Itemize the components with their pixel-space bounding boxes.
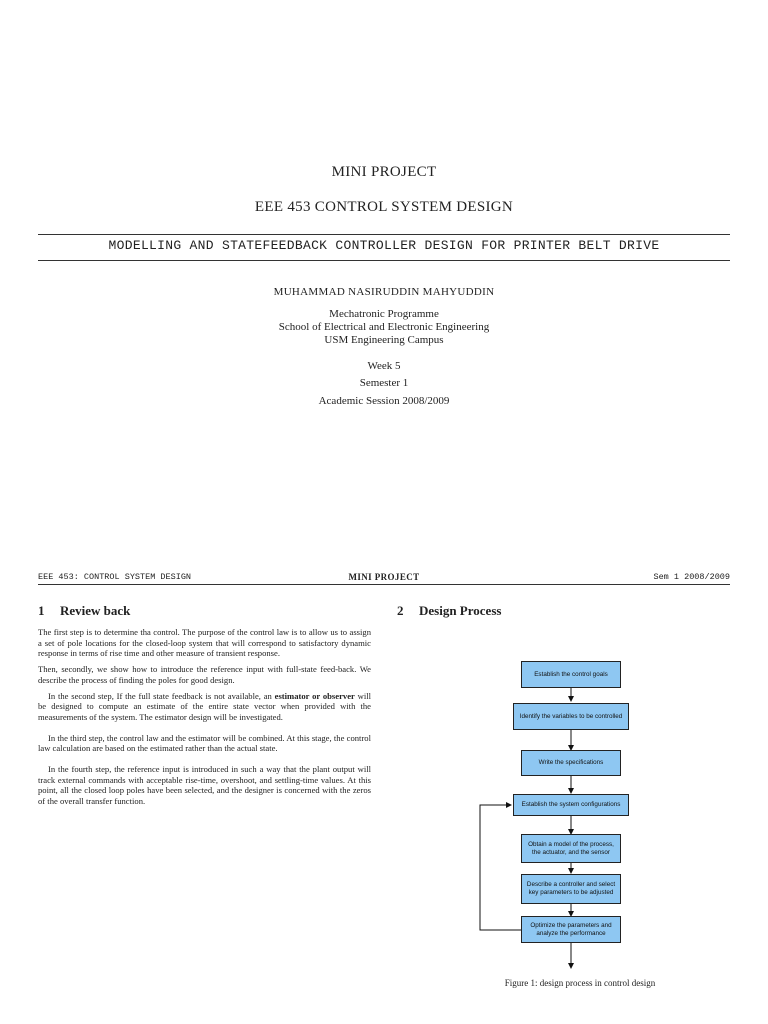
cover-title: MINI PROJECT: [331, 164, 437, 180]
feedback-loop-arrow: [480, 805, 522, 930]
flow-step-3: Write the specifications: [521, 750, 621, 776]
paragraph: Then, secondly, we show how to introduce the reference input with full-state feed-back. We describe the process of finding the poles for good design.: [38, 664, 371, 685]
author-name: MUHAMMAD NASIRUDDIN MAHYUDDIN: [273, 286, 495, 298]
flow-step-5: Obtain a model of the process, the actuator, and the sensor: [521, 834, 621, 863]
header-semester: Sem 1 2008/2009: [653, 572, 730, 582]
affiliation-campus: USM Engineering Campus: [324, 334, 444, 346]
section-title: Review back: [60, 603, 131, 618]
section-number: 2: [397, 603, 404, 618]
course-title: EEE 453 CONTROL SYSTEM DESIGN: [254, 199, 514, 215]
bold-term: estimator or observer: [274, 690, 355, 701]
week-label: Week 5: [367, 360, 401, 372]
section-body-review: [38, 627, 371, 812]
section-title: Design Process: [419, 603, 502, 618]
flow-step-6: Describe a controller and select key parameters to be adjusted: [521, 874, 621, 904]
affiliation-programme: Mechatronic Programme: [329, 308, 439, 320]
section-heading-design-process: [397, 603, 501, 619]
flow-step-1: Establish the control goals: [521, 661, 621, 688]
paragraph: The first step is to determine tha control. The purpose of the control law is to allow us to assign a set of pole locations for the closed-loop system that will correspond to satisfactory dynamic response in terms of rise time and other measure of transient response.: [38, 627, 371, 659]
session-label: Academic Session 2008/2009: [318, 395, 450, 407]
figure-caption: Figure 1: design process in control design: [504, 978, 656, 988]
section-number: 1: [38, 603, 45, 618]
paragraph: In the third step, the control law and the estimator will be combined. At this stage, the control law calculation are based on the estimated rather than the actual state.: [38, 732, 371, 754]
paragraph: In the fourth step, the reference input is introduced in such a way that the plant output will track external commands with acceptable rise-time, overshoot, and settling-time values. At this point, all the closed loop poles have been selected, and the designer is concerned with the zeros of the overall transfer function.: [38, 764, 371, 807]
flow-step-4: Establish the system configurations: [513, 794, 629, 816]
header-title: MINI PROJECT: [348, 572, 420, 582]
affiliation-school: School of Electrical and Electronic Engineering: [278, 321, 490, 333]
header-course: EEE 453: CONTROL SYSTEM DESIGN: [38, 572, 192, 582]
section-heading-review: [38, 603, 130, 619]
title-rule-top: [38, 234, 730, 235]
semester-label: Semester 1: [359, 377, 409, 389]
flow-step-2: Identify the variables to be controlled: [513, 703, 629, 730]
title-rule-bottom: [38, 260, 730, 261]
flow-step-7: Optimize the parameters and analyze the performance: [521, 916, 621, 943]
affiliation: [0, 308, 768, 347]
header-rule: [38, 584, 730, 585]
project-title: MODELLING AND STATEFEEDBACK CONTROLLER DESIGN FOR PRINTER BELT DRIVE: [108, 238, 660, 253]
paragraph: In the second step, If the full state feedback is not available, an estimator or observer will be designed to compute an estimate of the entire state vector when provided with the measurements of the system. The estimator design will be investigated.: [38, 690, 371, 722]
